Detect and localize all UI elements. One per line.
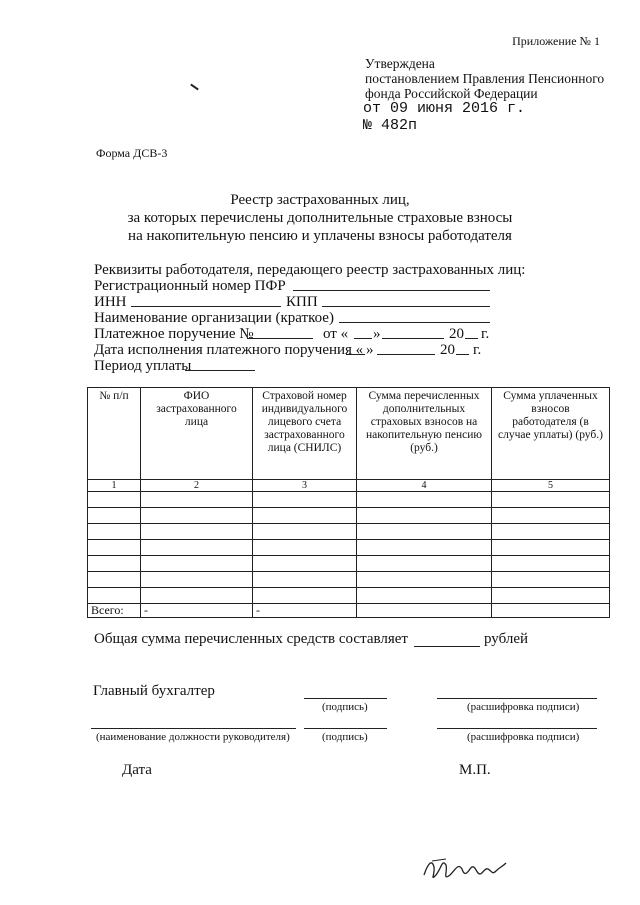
table-cell[interactable] [357,540,492,556]
table-row [88,588,610,604]
total-label: Всего: [88,604,141,618]
chief-accountant-decryption-field[interactable] [437,698,597,699]
stamp-label: М.П. [459,762,491,778]
table-cell[interactable] [141,572,253,588]
table-row [88,556,610,572]
table-cell[interactable] [492,556,610,572]
table-cell[interactable] [141,508,253,524]
decryption-caption-2: (расшифровка подписи) [467,731,580,743]
total-sum-prefix: Общая сумма перечисленных средств составляет [94,631,408,647]
reg-number-field[interactable] [293,290,490,291]
table-cell[interactable] [357,492,492,508]
head-position-caption: (наименование должности руководителя) [96,731,290,743]
table-cell[interactable] [357,588,492,604]
approval-line-1: Утверждена [365,56,435,71]
signature-caption-1: (подпись) [322,701,368,713]
payment-order-from: от « [323,326,349,342]
col-number-2: 2 [141,480,253,492]
decryption-caption-1: (расшифровка подписи) [467,701,580,713]
payment-order-number-field[interactable] [247,338,313,339]
scan-mark [190,84,199,91]
head-signature-field[interactable] [304,728,387,729]
table-row [88,572,610,588]
approval-number: № 482п [363,117,418,134]
table-cell[interactable] [253,524,357,540]
kpp-field[interactable] [322,306,490,307]
table-cell[interactable] [253,556,357,572]
table-cell[interactable] [357,572,492,588]
table-cell[interactable] [141,556,253,572]
total-snils-dash: - [253,604,357,618]
table-header-row [88,388,610,480]
payment-order-close-quote: » [373,326,381,342]
total-sum-field[interactable] [414,646,480,647]
payment-order-year-suffix: г. [481,326,490,342]
registry-table [87,387,610,618]
payment-order-year-field[interactable] [465,338,478,339]
table-cell[interactable] [88,492,141,508]
col-header-additional-contributions: Сумма перечисленных дополнительных страховых взносов на накопительную пенсию (руб.) [357,388,492,480]
table-cell[interactable] [492,572,610,588]
col-number-5: 5 [492,480,610,492]
title-line-3: на накопительную пенсию и уплачены взносы работодателя [128,228,512,244]
total-sum-suffix: рублей [484,631,529,647]
execution-month-field[interactable] [377,354,435,355]
period-field[interactable] [185,370,255,371]
table-total-row [88,604,610,618]
table-cell[interactable] [88,540,141,556]
org-name-label: Наименование организации (краткое) [94,310,334,326]
col-header-snils: Страховой номер индивидуального лицевого счета застрахованного лица (СНИЛС) [253,388,357,480]
table-cell[interactable] [88,508,141,524]
table-cell[interactable] [357,556,492,572]
inn-label: ИНН [94,294,127,310]
table-cell[interactable] [88,588,141,604]
total-employer-sum[interactable] [492,604,610,618]
col-header-number: № п/п [88,388,141,480]
table-row [88,524,610,540]
table-cell[interactable] [492,540,610,556]
table-row [88,540,610,556]
approval-line-2: постановлением Правления Пенсионного [365,71,605,86]
table-row [88,508,610,524]
execution-date-label: Дата исполнения платежного поручения « [94,342,364,358]
table-cell[interactable] [141,588,253,604]
head-decryption-field[interactable] [437,728,597,729]
head-position-field[interactable] [91,728,296,729]
payment-order-label: Платежное поручение № [94,326,254,342]
requisites-heading: Реквизиты работодателя, передающего реестр застрахованных лиц: [94,262,526,278]
table-cell[interactable] [357,524,492,540]
table-cell[interactable] [141,492,253,508]
table-cell[interactable] [88,556,141,572]
table-cell[interactable] [492,492,610,508]
date-label: Дата [122,762,152,778]
table-cell[interactable] [141,524,253,540]
approval-date: от 09 июня 2016 г. [363,100,526,117]
org-name-field[interactable] [339,322,490,323]
chief-accountant-label: Главный бухгалтер [93,683,215,699]
table-column-numbers-row [88,480,610,492]
handwritten-signature [420,845,510,890]
table-cell[interactable] [141,540,253,556]
period-label: Период уплаты [94,358,192,374]
table-cell[interactable] [253,540,357,556]
payment-order-day-field[interactable] [354,338,372,339]
table-cell[interactable] [492,524,610,540]
col-number-3: 3 [253,480,357,492]
kpp-label: КПП [286,294,318,310]
chief-accountant-signature-field[interactable] [304,698,387,699]
table-cell[interactable] [253,508,357,524]
table-cell[interactable] [253,492,357,508]
col-header-employer-contributions: Сумма уплаченных взносов работодателя (в случае уплаты) (руб.) [492,388,610,480]
approval-line-3: фонда Российской Федерации [365,86,538,101]
table-cell[interactable] [88,572,141,588]
table-cell[interactable] [357,508,492,524]
table-cell[interactable] [253,588,357,604]
form-name: Форма ДСВ-3 [96,146,168,160]
execution-year-suffix: г. [473,342,482,358]
table-cell[interactable] [492,508,610,524]
table-cell[interactable] [253,572,357,588]
col-number-4: 4 [357,480,492,492]
col-header-fio: ФИО застрахованного лица [141,388,253,480]
total-additional-sum[interactable] [357,604,492,618]
total-fio-dash: - [141,604,253,618]
signature-caption-2: (подпись) [322,731,368,743]
reg-number-label: Регистрационный номер ПФР [94,278,286,294]
inn-field[interactable] [131,306,281,307]
payment-order-year-prefix: 20 [449,326,464,342]
execution-year-field[interactable] [456,354,469,355]
table-row [88,492,610,508]
table-cell[interactable] [88,524,141,540]
col-number-1: 1 [88,480,141,492]
execution-year-prefix: 20 [440,342,455,358]
title-line-2: за которых перечислены дополнительные страховые взносы [127,210,513,226]
payment-order-month-field[interactable] [382,338,444,339]
table-cell[interactable] [492,588,610,604]
appendix-label: Приложение № 1 [512,34,600,48]
execution-close-quote: » [366,342,374,358]
execution-day-field[interactable] [346,354,365,355]
title-line-1: Реестр застрахованных лиц, [230,192,410,208]
